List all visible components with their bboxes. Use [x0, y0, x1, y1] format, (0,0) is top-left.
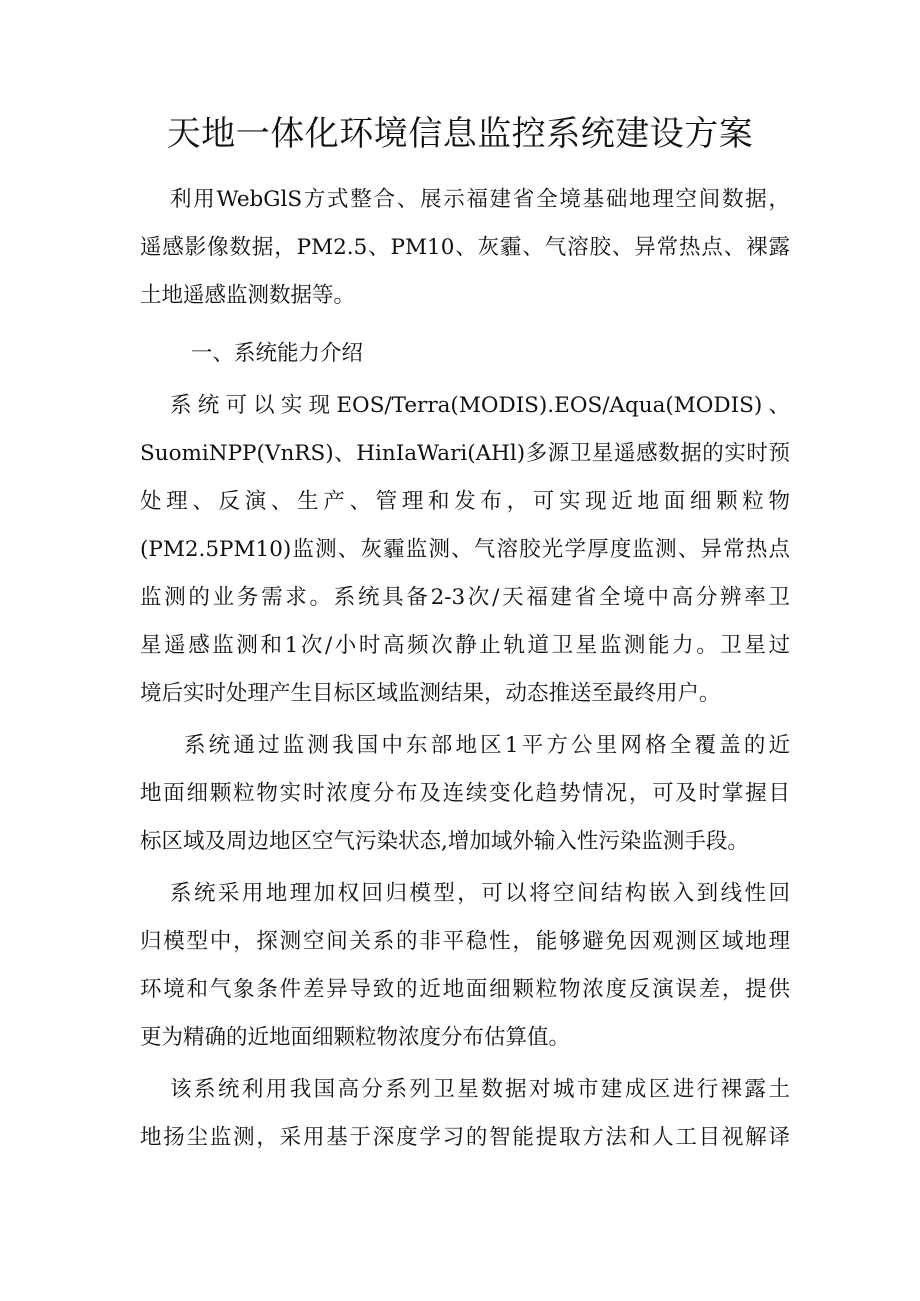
- model-paragraph: [140, 870, 790, 1062]
- capability-paragraph: [140, 382, 790, 718]
- text-line: 地扬尘监测，采用基于深度学习的智能提取方法和人工目视解译: [140, 1125, 790, 1150]
- text-line: 星遥感监测和1次/小时高频次静止轨道卫星监测能力。卫星过: [140, 633, 790, 658]
- dust-paragraph: [140, 1066, 790, 1162]
- text-line: 处理、反演、生产、管理和发布，可实现近地面细颗粒物: [140, 489, 790, 514]
- document-title: 天地一体化环境信息监控系统建设方案: [166, 114, 754, 154]
- text-line: 系统可以实现EOS/Terra(MODIS).EOS/Aqua(MODIS)、: [170, 393, 790, 418]
- monitoring-paragraph: [140, 722, 790, 866]
- text-line: 遥感影像数据，PM2.5、PM10、灰霾、气溶胶、异常热点、裸露: [140, 235, 790, 260]
- text-line: 系统通过监测我国中东部地区1平方公里网格全覆盖的近: [184, 733, 790, 758]
- document-body: [140, 176, 790, 1162]
- text-line: 系统采用地理加权回归模型，可以将空间结构嵌入到线性回: [170, 881, 790, 906]
- text-line: 环境和气象条件差异导致的近地面细颗粒物浓度反演误差，提供: [140, 977, 790, 1002]
- spacer: [140, 320, 790, 330]
- text-line: 利用WebGlS方式整合、展示福建省全境基础地理空间数据，: [170, 187, 790, 212]
- section-heading: 一、系统能力介绍: [191, 341, 364, 366]
- intro-paragraph: [140, 176, 790, 320]
- text-line: 标区域及周边地区空气污染状态,增加域外输入性污染监测手段。: [140, 829, 749, 854]
- text-line: 境后实时处理产生目标区域监测结果，动态推送至最终用户。: [140, 681, 721, 706]
- text-line: SuomiNPP(VnRS)、HinIaWari(AHl)多源卫星遥感数据的实时预: [140, 441, 790, 466]
- text-line: 归模型中，探测空间关系的非平稳性，能够避免因观测区域地理: [140, 929, 790, 954]
- text-line: 该系统利用我国高分系列卫星数据对城市建成区进行裸露土: [170, 1077, 790, 1102]
- text-line: (PM2.5PM10)监测、灰霾监测、气溶胶光学厚度监测、异常热点: [140, 537, 790, 562]
- text-line: 土地遥感监测数据等。: [140, 283, 356, 308]
- text-line: 监测的业务需求。系统具备2-3次/天福建省全境中高分辨率卫: [140, 585, 790, 610]
- text-line: 更为精确的近地面细颗粒物浓度分布估算值。: [140, 1025, 571, 1050]
- text-line: 地面细颗粒物实时浓度分布及连续变化趋势情况，可及时掌握目: [140, 781, 790, 806]
